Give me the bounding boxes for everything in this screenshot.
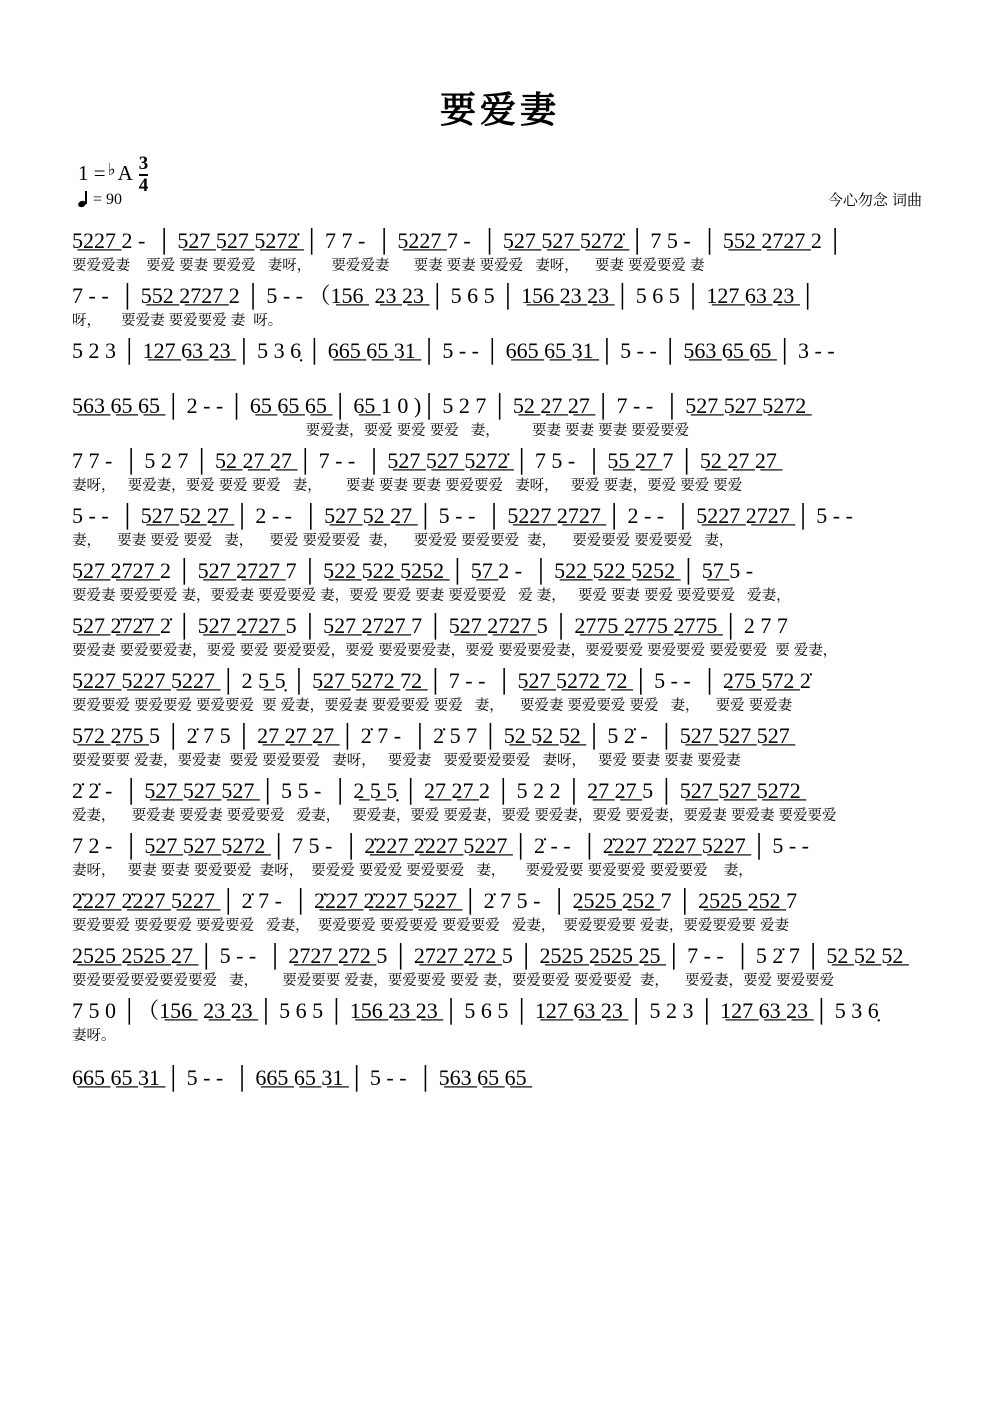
line-gap [72,1050,936,1062]
time-signature-numerator: 3 [138,153,149,174]
lyric-row: 要爱要爱要爱要爱要爱 妻， 要爱要要 爱妻，要爱要爱 要爱 妻，要爱要爱 要爱要爱 妻， 要爱妻，要爱 要爱要爱 [72,973,835,989]
note-row: 7 - - │ 5̲5̲2̲ 2̲7̲2̲7̲ 2 │ 5 - - （1̲5̲6̲ 2̲3̲ 2̲3̲ │ 5 6 5 │ 1̲5̲6̲ 2̲3̲ 2̲3̲ │ 5 6 5 │ 1̲2̲7̲ 6̲3̲ 2̲3̲ │ [72,283,816,308]
lyric-row [72,1094,936,1116]
lyric-row: 呀， 要爱妻 要爱要爱 妻 呀。 [72,313,283,329]
page-title: 要爱妻 [439,89,560,130]
quarter-note-icon [78,192,90,208]
lyric-row: 要爱妻，要爱 要爱 要爱 妻， 要妻 要妻 要妻 要爱要爱 [72,423,690,439]
score-header [0,147,1000,225]
note-row: 5 - - │ 5̲2̲7̲ 5̲2̲ 2̲7̲ │ 2 - - │ 5̲2̲7̲ 5̲2̲ 2̲7̲ │ 5 - - │ 5̲2̲2̲7̲ 2̲7̲2̲7̲ │ 2 - - │ 5̲2̲2̲7̲ 2̲7̲2̲7̲ │ 5 - - [72,503,853,528]
note-row: 5̲2̲2̲7̲ 2 - │ 5̲2̲7̲ 5̲2̲7̲ 5̲2̲7̲2̲̇ │ 7 7 - │ 5̲2̲2̲7̲ 7 - │ 5̲2̲7̲ 5̲2̲7̲ 5̲2̲7̲2̲̇ │ 7 5 - │ 5̲5̲2̲ 2̲7̲2̲7̲ 2 │ [72,228,843,253]
score-line [72,830,936,884]
note-row: 5̲2̲2̲7̲ 5̲2̲2̲7̲ 5̲2̲2̲7̲ │ 2 5̲ 5̣ │ 5̲2̲7̲ 5̲2̲7̲2̲ 7̲2̲ │ 7 - - │ 5̲2̲7̲ 5̲2̲7̲2̲ 7̲2̲ │ 5 - - │ 2̲7̲5̲ 5̲7̲2̲ 2̇ [72,668,811,693]
time-signature-denominator: 4 [138,174,149,196]
tempo-marking [78,191,122,209]
tempo-value: = 90 [93,191,123,208]
lyric-row: 要爱妻 要爱要爱 妻，要爱妻 要爱要爱 妻，要爱 要爱 要妻 要爱要爱 爱 妻， 要爱 要妻 要爱 要爱要爱 爱妻， [72,588,791,604]
score-line [72,995,936,1049]
note-row: 7 7 - │ 5 2 7 │ 5̲2̲ 2̲7̲ 2̲7̲ │ 7 - - │ 5̲2̲7̲ 5̲2̲7̲ 5̲2̲7̲2̲̇ │ 7 5 - │ 5̲5̲ 2̲7̲ 7 │ 5̲2̲ 2̲7̲ 2̲7̲ [72,448,777,473]
lyric-row: 要爱要爱 要爱要爱 要爱要爱 爱妻， 要爱要爱 要爱要爱 要爱要爱 爱妻， 要爱要爱要 爱妻，要爱要爱要 爱妻 [72,918,789,934]
note-row: 2̇ 2̇ - │ 5̲2̲7̲ 5̲2̲7̲ 5̲2̲7̲ │ 5 5 - │ 2̲ 5̲ 5̣ │ 2̲7̲ 2̲7̲ 2 │ 5 2 2 │ 2̲7̲ 2̲7̲ 5 │ 5̲2̲7̲ 5̲2̲7̲ 5̲2̲7̲2̲ [72,778,801,803]
note-row: 5 2 3 │ 1̲2̲7̲ 6̲3̲ 2̲3̲ │ 5 3 6̣ │ 6̲6̲5̲ 6̲5̲ 3̲1̲ │ 5 - - │ 6̲6̲5̲ 6̲5̲ 3̲1̲ │ 5 - - │ 5̲6̲3̲ 6̲5̲ 6̲5̲ │ 3 - - [72,338,835,363]
score-line [72,280,936,334]
key-label: 1 = [78,161,106,186]
lyric-row: 妻， 要妻 要爱 要爱 妻， 要爱 要爱要爱 妻， 要爱爱 要爱要爱 妻， 要爱要爱 要爱要爱 妻， [72,533,734,549]
score-line [72,775,936,829]
note-row: 5̲6̲3̲ 6̲5̲ 6̲5̲ │ 2 - - │ 6̲5̲ 6̲5̲ 6̲5̲ │ 6̲5̲ 1 0 )│ 5 2 7 │ 5̲2̲ 2̲7̲ 2̲7̲ │ 7 - - │ 5̲2̲7̲ 5̲2̲7̲ 5̲2̲7̲2̲ [72,393,807,418]
score-line [72,940,936,994]
lyric-row: 要爱要爱 要爱要爱 要爱要爱 要 爱妻，要爱妻 要爱要爱 要爱 妻， 要爱妻 要爱要爱 要爱 妻， 要爱 要爱妻 [72,698,793,714]
score-line [72,555,936,609]
note-row: 5̲7̲2̲ 2̲7̲5̲ 5 │ 2̇ 7 5 │ 2̲7̲ 2̲7̲ 2̲7̲ │ 2̇ 7 - │ 2̇ 5 7 │ 5̲2̲ 5̲2̲ 5̲2̲ │ 5 2̇ - │ 5̲2̲7̲ 5̲2̲7̲ 5̲2̲7̲ [72,723,790,748]
composer-credit: 今心勿念 词曲 [827,192,922,209]
lyric-row: 妻呀， 要妻 要妻 要爱要爱 妻呀， 要爱爱 要爱爱 要爱要爱 妻， 要爱爱要 要爱要爱 要爱要爱 妻， [72,863,753,879]
note-row: 2̲5̲2̲5̲ 2̲5̲2̲5̲ 2̲7̲ │ 5 - - │ 2̲7̲2̲7̲ 2̲7̲2̲ 5 │ 2̲7̲2̲7̲ 2̲7̲2̲ 5 │ 2̲5̲2̲5̲ 2̲5̲2̲5̲ 2̲5̲ │ 7 - - │ 5 2̇ 7 │ 5̲2̲ 5̲2̲ 5̲2̲ [72,943,904,968]
lyric-row: 要爱妻 要爱要爱妻，要爱 要爱 要爱要爱，要爱 要爱要爱妻，要爱 要爱要爱妻，要爱要爱 要爱要爱 要爱要爱 要 爱妻， [72,643,838,659]
key-letter: A [117,161,133,186]
score-line [72,1062,936,1116]
flat-icon: ♭ [107,159,116,179]
time-signature [139,154,149,196]
lyric-row [72,367,936,389]
score-line [72,885,936,939]
lyric-row: 要爱要要 爱妻，要爱妻 要爱 要爱要爱 妻呀， 要爱妻 要爱要爱要爱 妻呀， 要爱 要妻 要妻 要爱妻 [72,753,741,769]
note-row: 5̲2̲7̲ 2̲7̲2̲7̲ 2 │ 5̲2̲7̲ 2̲7̲2̲7̲ 7 │ 5̲2̲2̲ 5̲2̲2̲ 5̲2̲5̲2̲ │ 5̲7̲ 2 - │ 5̲2̲2̲ 5̲2̲2̲ 5̲2̲5̲2̲ │ 5̲7̲ 5 - [72,558,754,583]
score-line [72,225,936,279]
score-body [0,225,1000,1116]
score-line [72,500,936,554]
note-row: 5̲2̲7̲ 2̲̇7̲2̲̇7̲ 2̇ │ 5̲2̲7̲ 2̲7̲2̲7̲ 5 │ 5̲2̲7̲ 2̲7̲2̲7̲ 7 │ 5̲2̲7̲ 2̲7̲2̲7̲ 5 │ 2̲7̲7̲5̲ 2̲7̲7̲5̲ 2̲7̲7̲5̲ │ 2 7 7 [72,613,788,638]
lyric-row: 妻呀。 [72,1028,116,1044]
score-line [72,390,936,444]
score-line [72,335,936,389]
score-line [72,720,936,774]
note-row: 6̲6̲5̲ 6̲5̲ 3̲1̲ │ 5 - - │ 6̲6̲5̲ 6̲5̲ 3̲1̲ │ 5 - - │ 5̲6̲3̲ 6̲5̲ 6̲5̲ [72,1065,527,1090]
lyric-row: 爱妻， 要爱妻 要爱妻 要爱要爱 爱妻， 要爱妻，要爱 要爱妻，要爱 要爱妻，要爱 要爱妻，要爱妻 要爱妻 要爱要爱 [72,808,837,824]
note-row: 7 2 - │ 5̲2̲7̲ 5̲2̲7̲ 5̲2̲7̲2̲ │ 7 5 - │ 2̲̇2̲2̲7̲ 2̲̇2̲2̲7̲ 5̲2̲2̲7̲ │ 2̇ - - │ 2̲̇2̲2̲7̲ 2̲̇2̲2̲7̲ 5̲2̲2̲7̲ │ 5 - - [72,833,809,858]
lyric-row: 要爱爱妻 要爱 要妻 要爱爱 妻呀， 要爱爱妻 要妻 要妻 要爱爱 妻呀， 要妻 要爱要爱 妻 [72,258,705,274]
score-line [72,610,936,664]
score-line [72,665,936,719]
score-line [72,445,936,499]
note-row: 7 5 0 │（1̲5̲6̲ 2̲3̲ 2̲3̲ │ 5 6 5 │ 1̲5̲6̲ 2̲3̲ 2̲3̲ │ 5 6 5 │ 1̲2̲7̲ 6̲3̲ 2̲3̲ │ 5 2 3 │ 1̲2̲7̲ 6̲3̲ 2̲3̲ │ 5 3 6̣ [72,998,879,1023]
key-signature [78,153,148,195]
note-row: 2̲̇2̲2̲7̲ 2̲̇2̲2̲7̲ 5̲2̲2̲7̲ │ 2̇ 7 - │ 2̲̇2̲2̲7̲ 2̲̇2̲2̲7̲ 5̲2̲2̲7̲ │ 2̇ 7 5 - │ 2̲5̲2̲5̲ 2̲5̲2̲ 7 │ 2̲5̲2̲5̲ 2̲5̲2̲ 7 [72,888,798,913]
lyric-row: 妻呀， 要爱妻，要爱 要爱 要爱 妻， 要妻 要妻 要妻 要爱要爱 妻呀， 要爱 要妻，要爱 要爱 要爱 [72,478,743,494]
